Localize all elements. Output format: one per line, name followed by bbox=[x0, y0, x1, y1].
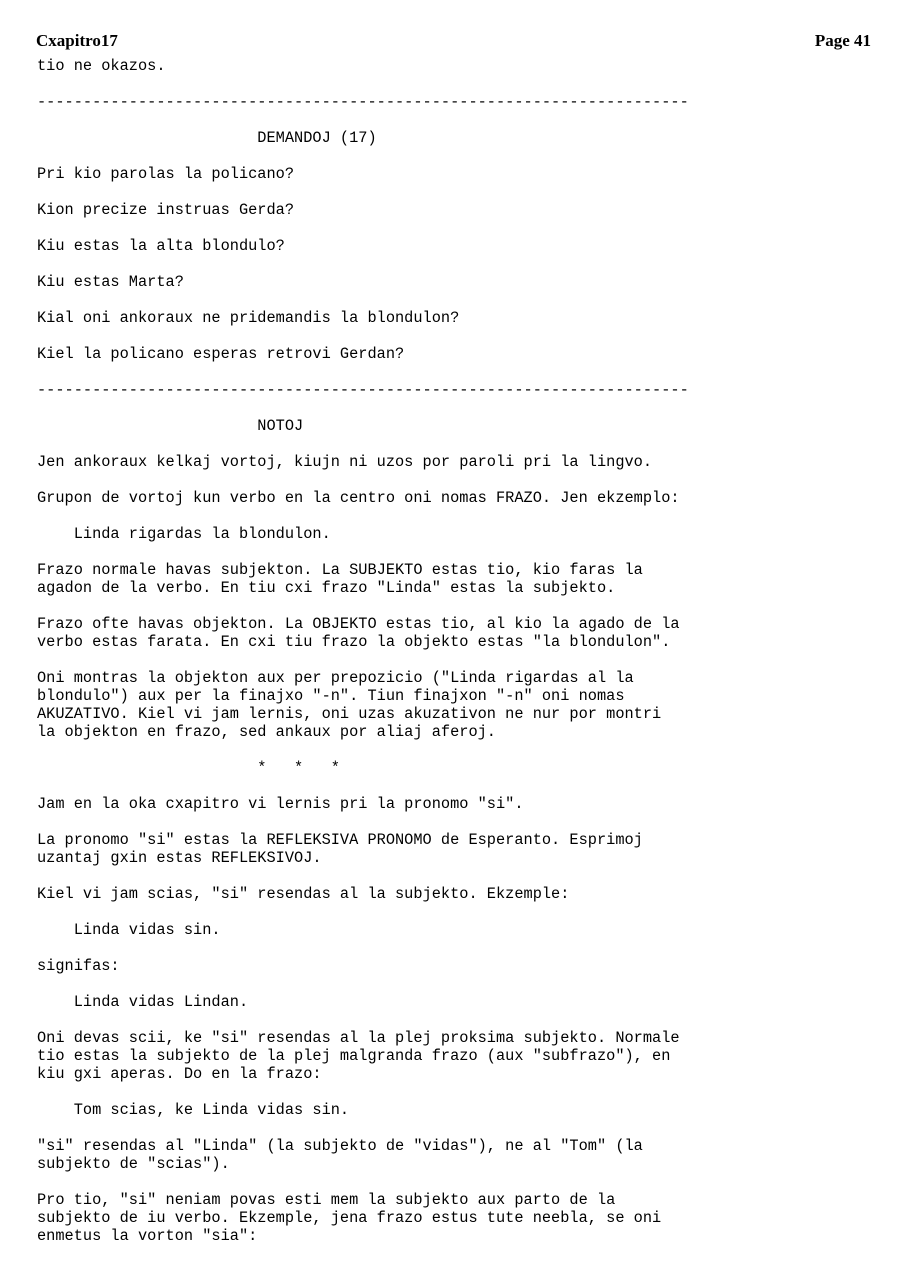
blank-line bbox=[37, 543, 887, 561]
document-body bbox=[37, 57, 887, 1245]
blank-line bbox=[37, 507, 887, 525]
blank-line bbox=[37, 867, 887, 885]
text-line: Frazo normale havas subjekton. La SUBJEKTO estas tio, kio faras la bbox=[37, 561, 643, 579]
text-line: * * * bbox=[37, 759, 340, 777]
text-line: "si" resendas al "Linda" (la subjekto de "vidas"), ne al "Tom" (la bbox=[37, 1137, 643, 1155]
blank-line bbox=[37, 111, 887, 129]
blank-line bbox=[37, 939, 887, 957]
blank-line bbox=[37, 471, 887, 489]
chapter-header: Cxapitro17 bbox=[36, 31, 118, 50]
blank-line bbox=[37, 1119, 887, 1137]
text-line: Tom scias, ke Linda vidas sin. bbox=[37, 1101, 350, 1119]
text-line: uzantaj gxin estas REFLEKSIVOJ. bbox=[37, 849, 322, 867]
text-line: Jam en la oka cxapitro vi lernis pri la pronomo "si". bbox=[37, 795, 524, 813]
blank-line bbox=[37, 777, 887, 795]
text-line: enmetus la vorton "sia": bbox=[37, 1227, 258, 1245]
text-line: Linda rigardas la blondulon. bbox=[37, 525, 331, 543]
text-line: Kiel la policano esperas retrovi Gerdan? bbox=[37, 345, 405, 363]
text-line: Linda vidas sin. bbox=[37, 921, 221, 939]
text-line: subjekto de "scias"). bbox=[37, 1155, 230, 1173]
text-line: La pronomo "si" estas la REFLEKSIVA PRONOMO de Esperanto. Esprimoj bbox=[37, 831, 643, 849]
text-line: Frazo ofte havas objekton. La OBJEKTO estas tio, al kio la agado de la bbox=[37, 615, 680, 633]
text-line: Kiel vi jam scias, "si" resendas al la subjekto. Ekzemple: bbox=[37, 885, 570, 903]
blank-line bbox=[37, 741, 887, 759]
blank-line bbox=[37, 651, 887, 669]
blank-line bbox=[37, 147, 887, 165]
text-line: Kion precize instruas Gerda? bbox=[37, 201, 295, 219]
page-number: Page 41 bbox=[814, 31, 871, 50]
blank-line bbox=[37, 75, 887, 93]
text-line: Kiu estas Marta? bbox=[37, 273, 184, 291]
blank-line bbox=[37, 291, 887, 309]
text-line: Linda vidas Lindan. bbox=[37, 993, 249, 1011]
blank-line bbox=[37, 813, 887, 831]
text-line: verbo estas farata. En cxi tiu frazo la objekto estas "la blondulon". bbox=[37, 633, 671, 651]
blank-line bbox=[37, 1083, 887, 1101]
text-line: Pri kio parolas la policano? bbox=[37, 165, 295, 183]
text-line: subjekto de iu verbo. Ekzemple, jena frazo estus tute neebla, se oni bbox=[37, 1209, 662, 1227]
blank-line bbox=[37, 1011, 887, 1029]
text-line: Kiu estas la alta blondulo? bbox=[37, 237, 285, 255]
text-line: Grupon de vortoj kun verbo en la centro oni nomas FRAZO. Jen ekzemplo: bbox=[37, 489, 680, 507]
blank-line bbox=[37, 255, 887, 273]
text-line: tio estas la subjekto de la plej malgranda frazo (aux "subfrazo"), en bbox=[37, 1047, 671, 1065]
blank-line bbox=[37, 975, 887, 993]
text-line: Oni montras la objekton aux per prepozicio ("Linda rigardas al la bbox=[37, 669, 634, 687]
text-line: Oni devas scii, ke "si" resendas al la plej proksima subjekto. Normale bbox=[37, 1029, 680, 1047]
text-line: Jen ankoraux kelkaj vortoj, kiujn ni uzos por paroli pri la lingvo. bbox=[37, 453, 653, 471]
text-line: agadon de la verbo. En tiu cxi frazo "Linda" estas la subjekto. bbox=[37, 579, 616, 597]
text-line: ----------------------------------------------------------------------- bbox=[37, 93, 689, 111]
blank-line bbox=[37, 597, 887, 615]
blank-line bbox=[37, 363, 887, 381]
text-line: ----------------------------------------------------------------------- bbox=[37, 381, 689, 399]
blank-line bbox=[37, 399, 887, 417]
text-line: tio ne okazos. bbox=[37, 57, 166, 75]
text-line: Kial oni ankoraux ne pridemandis la blondulon? bbox=[37, 309, 460, 327]
text-line: signifas: bbox=[37, 957, 120, 975]
text-line: blondulo") aux per la finajxo "-n". Tiun finajxon "-n" oni nomas bbox=[37, 687, 625, 705]
text-line: la objekton en frazo, sed ankaux por aliaj aferoj. bbox=[37, 723, 496, 741]
blank-line bbox=[37, 435, 887, 453]
text-line: DEMANDOJ (17) bbox=[37, 129, 377, 147]
blank-line bbox=[37, 1173, 887, 1191]
blank-line bbox=[37, 219, 887, 237]
blank-line bbox=[37, 327, 887, 345]
text-line: AKUZATIVO. Kiel vi jam lernis, oni uzas akuzativon ne nur por montri bbox=[37, 705, 662, 723]
text-line: Pro tio, "si" neniam povas esti mem la subjekto aux parto de la bbox=[37, 1191, 616, 1209]
blank-line bbox=[37, 903, 887, 921]
text-line: kiu gxi aperas. Do en la frazo: bbox=[37, 1065, 322, 1083]
blank-line bbox=[37, 183, 887, 201]
text-line: NOTOJ bbox=[37, 417, 304, 435]
